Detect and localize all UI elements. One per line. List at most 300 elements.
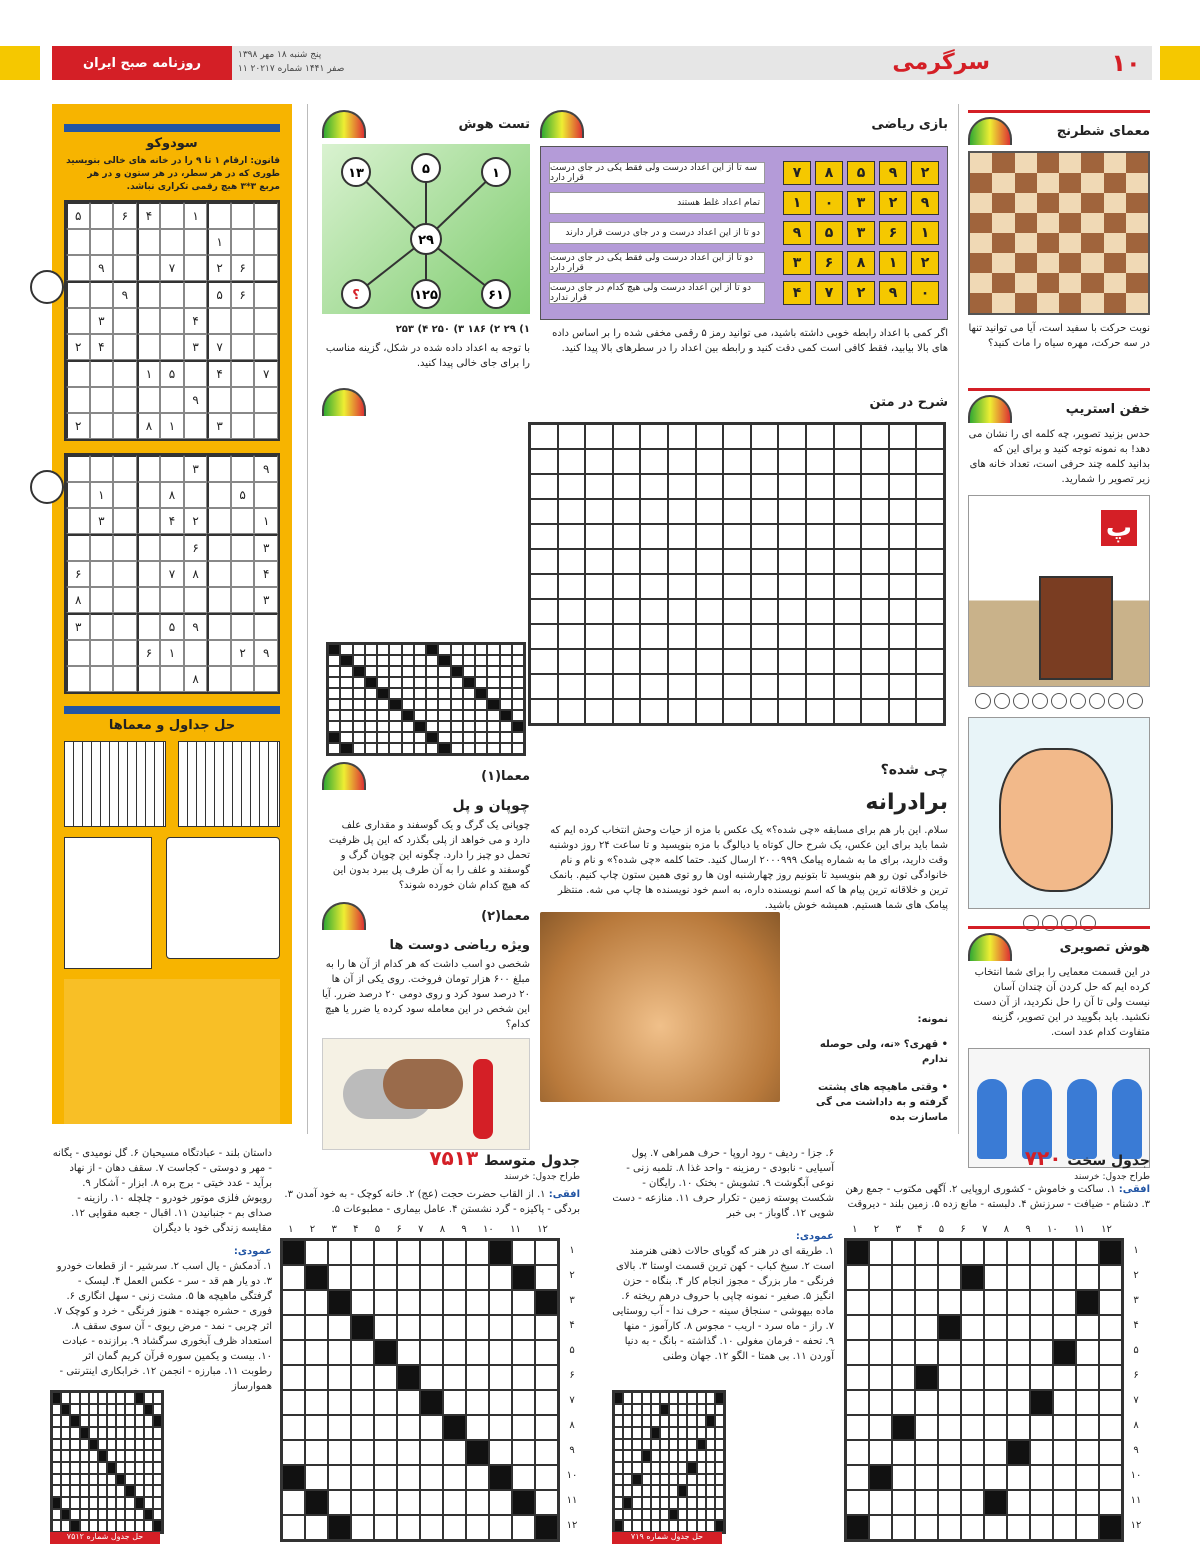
sudoku-cell[interactable] bbox=[160, 666, 184, 692]
crossword-cell[interactable] bbox=[530, 474, 558, 499]
crossword-cell[interactable] bbox=[869, 1265, 892, 1290]
crossword-cell[interactable] bbox=[869, 1390, 892, 1415]
sudoku-cell[interactable]: ۷ bbox=[160, 255, 184, 281]
crossword-cell[interactable] bbox=[466, 1290, 489, 1315]
crossword-cell[interactable] bbox=[443, 1265, 466, 1290]
sudoku-cell[interactable] bbox=[113, 482, 137, 508]
crossword-cell[interactable] bbox=[696, 624, 724, 649]
crossword-cell[interactable] bbox=[938, 1440, 961, 1465]
crossword-cell[interactable] bbox=[778, 474, 806, 499]
crossword-cell[interactable] bbox=[1030, 1290, 1053, 1315]
sudoku-cell[interactable] bbox=[137, 587, 161, 613]
crossword-cell[interactable] bbox=[1099, 1240, 1122, 1265]
sudoku-cell[interactable] bbox=[184, 229, 208, 255]
crossword-cell[interactable] bbox=[328, 1315, 351, 1340]
crossword-cell[interactable] bbox=[640, 499, 668, 524]
sudoku-grid-1[interactable] bbox=[64, 200, 280, 441]
crossword-cell[interactable] bbox=[420, 1490, 443, 1515]
crossword-cell[interactable] bbox=[374, 1440, 397, 1465]
sudoku-cell[interactable]: ۳ bbox=[90, 308, 114, 334]
crossword-cell[interactable] bbox=[1030, 1465, 1053, 1490]
sudoku-cell[interactable]: ۳ bbox=[184, 334, 208, 360]
crossword-cell[interactable] bbox=[861, 424, 889, 449]
crossword-cell[interactable] bbox=[374, 1390, 397, 1415]
crossword-cell[interactable] bbox=[1099, 1365, 1122, 1390]
crossword-cell[interactable] bbox=[351, 1490, 374, 1515]
crossword-cell[interactable] bbox=[846, 1265, 869, 1290]
crossword-cell[interactable] bbox=[640, 574, 668, 599]
crossword-cell[interactable] bbox=[806, 549, 834, 574]
sudoku-cell[interactable]: ۱ bbox=[184, 202, 208, 229]
crossword-cell[interactable] bbox=[961, 1290, 984, 1315]
sudoku-cell[interactable] bbox=[184, 587, 208, 613]
crossword-cell[interactable] bbox=[938, 1340, 961, 1365]
crossword-cell[interactable] bbox=[420, 1240, 443, 1265]
crossword-cell[interactable] bbox=[869, 1490, 892, 1515]
sudoku-cell[interactable] bbox=[137, 455, 161, 482]
sudoku-cell[interactable] bbox=[66, 281, 90, 308]
crossword-cell[interactable] bbox=[535, 1290, 558, 1315]
crossword-cell[interactable] bbox=[466, 1240, 489, 1265]
crossword-cell[interactable] bbox=[1099, 1490, 1122, 1515]
crossword-cell[interactable] bbox=[1007, 1365, 1030, 1390]
crossword-cell[interactable] bbox=[961, 1315, 984, 1340]
crossword-cell[interactable] bbox=[916, 699, 944, 724]
sudoku-cell[interactable] bbox=[137, 561, 161, 587]
crossword-cell[interactable] bbox=[420, 1365, 443, 1390]
sudoku-cell[interactable] bbox=[254, 613, 278, 640]
crossword-cell[interactable] bbox=[696, 599, 724, 624]
crossword-cell[interactable] bbox=[282, 1390, 305, 1415]
sudoku-cell[interactable] bbox=[231, 360, 255, 387]
crossword-cell[interactable] bbox=[751, 599, 779, 624]
crossword-cell[interactable] bbox=[723, 424, 751, 449]
crossword-cell[interactable] bbox=[585, 624, 613, 649]
sudoku-cell[interactable]: ۲ bbox=[231, 640, 255, 666]
crossword-cell[interactable] bbox=[351, 1465, 374, 1490]
sudoku-cell[interactable] bbox=[254, 229, 278, 255]
sudoku-cell[interactable]: ۷ bbox=[207, 334, 231, 360]
sudoku-cell[interactable] bbox=[254, 281, 278, 308]
crossword-cell[interactable] bbox=[961, 1265, 984, 1290]
crossword-cell[interactable] bbox=[351, 1415, 374, 1440]
crossword-cell[interactable] bbox=[305, 1490, 328, 1515]
sudoku-cell[interactable] bbox=[90, 613, 114, 640]
sudoku-cell[interactable] bbox=[113, 666, 137, 692]
crossword-cell[interactable] bbox=[806, 699, 834, 724]
crossword-cell[interactable] bbox=[613, 449, 641, 474]
sudoku-cell[interactable] bbox=[207, 561, 231, 587]
sudoku-cell[interactable]: ۱ bbox=[160, 413, 184, 439]
crossword-cell[interactable] bbox=[443, 1515, 466, 1540]
sudoku-cell[interactable] bbox=[231, 455, 255, 482]
crossword-cell[interactable] bbox=[1099, 1390, 1122, 1415]
hard-crossword-grid[interactable] bbox=[844, 1238, 1124, 1542]
crossword-cell[interactable] bbox=[696, 424, 724, 449]
crossword-cell[interactable] bbox=[420, 1415, 443, 1440]
crossword-cell[interactable] bbox=[328, 1415, 351, 1440]
crossword-cell[interactable] bbox=[328, 1265, 351, 1290]
crossword-cell[interactable] bbox=[938, 1265, 961, 1290]
crossword-cell[interactable] bbox=[640, 449, 668, 474]
crossword-cell[interactable] bbox=[1007, 1240, 1030, 1265]
sudoku-cell[interactable] bbox=[254, 666, 278, 692]
crossword-cell[interactable] bbox=[984, 1415, 1007, 1440]
sudoku-cell[interactable] bbox=[231, 413, 255, 439]
crossword-cell[interactable] bbox=[489, 1415, 512, 1440]
crossword-cell[interactable] bbox=[558, 624, 586, 649]
crossword-cell[interactable] bbox=[1053, 1315, 1076, 1340]
crossword-cell[interactable] bbox=[915, 1390, 938, 1415]
sudoku-cell[interactable] bbox=[113, 334, 137, 360]
crossword-cell[interactable] bbox=[916, 624, 944, 649]
crossword-cell[interactable] bbox=[585, 499, 613, 524]
crossword-cell[interactable] bbox=[869, 1340, 892, 1365]
crossword-cell[interactable] bbox=[466, 1415, 489, 1440]
crossword-cell[interactable] bbox=[530, 574, 558, 599]
crossword-cell[interactable] bbox=[723, 499, 751, 524]
crossword-cell[interactable] bbox=[889, 549, 917, 574]
crossword-cell[interactable] bbox=[916, 574, 944, 599]
sudoku-cell[interactable] bbox=[66, 308, 90, 334]
sudoku-cell[interactable] bbox=[66, 387, 90, 413]
crossword-cell[interactable] bbox=[861, 699, 889, 724]
sudoku-cell[interactable] bbox=[90, 455, 114, 482]
sudoku-cell[interactable] bbox=[137, 482, 161, 508]
sudoku-cell[interactable]: ۴ bbox=[184, 308, 208, 334]
sudoku-cell[interactable] bbox=[113, 229, 137, 255]
crossword-cell[interactable] bbox=[984, 1290, 1007, 1315]
sudoku-cell[interactable] bbox=[184, 640, 208, 666]
sudoku-cell[interactable] bbox=[160, 334, 184, 360]
sudoku-cell[interactable] bbox=[137, 308, 161, 334]
crossword-cell[interactable] bbox=[328, 1240, 351, 1265]
sudoku-cell[interactable] bbox=[90, 413, 114, 439]
crossword-cell[interactable] bbox=[1053, 1265, 1076, 1290]
crossword-cell[interactable] bbox=[282, 1240, 305, 1265]
crossword-cell[interactable] bbox=[778, 624, 806, 649]
sudoku-cell[interactable] bbox=[231, 508, 255, 534]
crossword-cell[interactable] bbox=[397, 1265, 420, 1290]
mid-crossword-grid[interactable] bbox=[280, 1238, 560, 1542]
sudoku-cell[interactable] bbox=[66, 508, 90, 534]
crossword-cell[interactable] bbox=[282, 1490, 305, 1515]
sudoku-cell[interactable] bbox=[160, 534, 184, 561]
crossword-cell[interactable] bbox=[984, 1440, 1007, 1465]
crossword-cell[interactable] bbox=[420, 1390, 443, 1415]
sudoku-cell[interactable] bbox=[66, 534, 90, 561]
crossword-cell[interactable] bbox=[668, 549, 696, 574]
sudoku-cell[interactable] bbox=[137, 508, 161, 534]
crossword-cell[interactable] bbox=[984, 1340, 1007, 1365]
sudoku-cell[interactable]: ۹ bbox=[254, 640, 278, 666]
crossword-cell[interactable] bbox=[397, 1515, 420, 1540]
crossword-cell[interactable] bbox=[558, 524, 586, 549]
crossword-cell[interactable] bbox=[778, 574, 806, 599]
sudoku-cell[interactable] bbox=[254, 334, 278, 360]
crossword-cell[interactable] bbox=[723, 624, 751, 649]
crossword-cell[interactable] bbox=[861, 474, 889, 499]
crossword-cell[interactable] bbox=[558, 449, 586, 474]
crossword-cell[interactable] bbox=[613, 699, 641, 724]
crossword-cell[interactable] bbox=[846, 1390, 869, 1415]
crossword-cell[interactable] bbox=[1007, 1290, 1030, 1315]
crossword-cell[interactable] bbox=[984, 1315, 1007, 1340]
crossword-cell[interactable] bbox=[512, 1315, 535, 1340]
crossword-cell[interactable] bbox=[640, 549, 668, 574]
sudoku-cell[interactable] bbox=[231, 229, 255, 255]
sudoku-cell[interactable] bbox=[113, 640, 137, 666]
sudoku-cell[interactable] bbox=[66, 666, 90, 692]
crossword-cell[interactable] bbox=[374, 1315, 397, 1340]
sudoku-cell[interactable]: ۵ bbox=[66, 202, 90, 229]
crossword-cell[interactable] bbox=[751, 649, 779, 674]
crossword-cell[interactable] bbox=[723, 449, 751, 474]
crossword-cell[interactable] bbox=[984, 1265, 1007, 1290]
crossword-cell[interactable] bbox=[613, 474, 641, 499]
crossword-cell[interactable] bbox=[530, 524, 558, 549]
crossword-cell[interactable] bbox=[892, 1265, 915, 1290]
sudoku-cell[interactable] bbox=[113, 413, 137, 439]
crossword-cell[interactable] bbox=[984, 1390, 1007, 1415]
crossword-cell[interactable] bbox=[328, 1490, 351, 1515]
sudoku-cell[interactable] bbox=[66, 455, 90, 482]
crossword-cell[interactable] bbox=[530, 499, 558, 524]
crossword-cell[interactable] bbox=[1007, 1390, 1030, 1415]
sudoku-cell[interactable] bbox=[160, 387, 184, 413]
crossword-cell[interactable] bbox=[489, 1490, 512, 1515]
crossword-cell[interactable] bbox=[834, 424, 862, 449]
crossword-cell[interactable] bbox=[530, 649, 558, 674]
sudoku-cell[interactable] bbox=[90, 281, 114, 308]
crossword-cell[interactable] bbox=[535, 1415, 558, 1440]
crossword-cell[interactable] bbox=[585, 474, 613, 499]
sudoku-cell[interactable] bbox=[66, 255, 90, 281]
crossword-cell[interactable] bbox=[558, 549, 586, 574]
crossword-cell[interactable] bbox=[869, 1240, 892, 1265]
crossword-cell[interactable] bbox=[466, 1490, 489, 1515]
sudoku-cell[interactable] bbox=[184, 281, 208, 308]
crossword-cell[interactable] bbox=[915, 1290, 938, 1315]
sudoku-cell[interactable] bbox=[160, 281, 184, 308]
crossword-cell[interactable] bbox=[512, 1290, 535, 1315]
crossword-cell[interactable] bbox=[613, 574, 641, 599]
crossword-cell[interactable] bbox=[558, 574, 586, 599]
sudoku-cell[interactable] bbox=[113, 308, 137, 334]
crossword-cell[interactable] bbox=[1053, 1290, 1076, 1315]
crossword-cell[interactable] bbox=[512, 1440, 535, 1465]
crossword-cell[interactable] bbox=[938, 1365, 961, 1390]
crossword-cell[interactable] bbox=[846, 1465, 869, 1490]
sudoku-cell[interactable]: ۷ bbox=[160, 561, 184, 587]
sudoku-cell[interactable] bbox=[207, 387, 231, 413]
crossword-cell[interactable] bbox=[420, 1440, 443, 1465]
crossword-cell[interactable] bbox=[640, 424, 668, 449]
crossword-cell[interactable] bbox=[443, 1290, 466, 1315]
sudoku-cell[interactable]: ۳ bbox=[184, 455, 208, 482]
crossword-cell[interactable] bbox=[1099, 1465, 1122, 1490]
crossword-cell[interactable] bbox=[397, 1390, 420, 1415]
crossword-cell[interactable] bbox=[915, 1465, 938, 1490]
sudoku-cell[interactable]: ۱ bbox=[90, 482, 114, 508]
sudoku-cell[interactable] bbox=[66, 360, 90, 387]
sudoku-cell[interactable] bbox=[231, 613, 255, 640]
crossword-cell[interactable] bbox=[668, 574, 696, 599]
crossword-cell[interactable] bbox=[778, 524, 806, 549]
crossword-cell[interactable] bbox=[1099, 1315, 1122, 1340]
crossword-cell[interactable] bbox=[397, 1340, 420, 1365]
crossword-cell[interactable] bbox=[535, 1390, 558, 1415]
crossword-cell[interactable] bbox=[489, 1465, 512, 1490]
crossword-cell[interactable] bbox=[1007, 1315, 1030, 1340]
crossword-cell[interactable] bbox=[443, 1465, 466, 1490]
crossword-cell[interactable] bbox=[585, 549, 613, 574]
crossword-cell[interactable] bbox=[512, 1340, 535, 1365]
crossword-cell[interactable] bbox=[961, 1390, 984, 1415]
crossword-cell[interactable] bbox=[668, 499, 696, 524]
crossword-cell[interactable] bbox=[806, 499, 834, 524]
sudoku-cell[interactable] bbox=[90, 387, 114, 413]
sudoku-cell[interactable]: ۶ bbox=[184, 534, 208, 561]
crossword-cell[interactable] bbox=[889, 674, 917, 699]
crossword-cell[interactable] bbox=[640, 674, 668, 699]
sudoku-cell[interactable] bbox=[207, 202, 231, 229]
crossword-cell[interactable] bbox=[806, 674, 834, 699]
crossword-cell[interactable] bbox=[282, 1465, 305, 1490]
crossword-cell[interactable] bbox=[861, 499, 889, 524]
crossword-cell[interactable] bbox=[915, 1315, 938, 1340]
crossword-cell[interactable] bbox=[640, 524, 668, 549]
crossword-cell[interactable] bbox=[834, 524, 862, 549]
crossword-cell[interactable] bbox=[751, 699, 779, 724]
crossword-cell[interactable] bbox=[351, 1265, 374, 1290]
crossword-cell[interactable] bbox=[558, 424, 586, 449]
crossword-cell[interactable] bbox=[351, 1315, 374, 1340]
sudoku-cell[interactable] bbox=[231, 561, 255, 587]
crossword-cell[interactable] bbox=[640, 624, 668, 649]
crossword-cell[interactable] bbox=[696, 524, 724, 549]
crossword-cell[interactable] bbox=[282, 1440, 305, 1465]
crossword-cell[interactable] bbox=[723, 649, 751, 674]
crossword-cell[interactable] bbox=[915, 1365, 938, 1390]
crossword-cell[interactable] bbox=[613, 624, 641, 649]
crossword-cell[interactable] bbox=[915, 1340, 938, 1365]
sudoku-cell[interactable]: ۴ bbox=[207, 360, 231, 387]
crossword-cell[interactable] bbox=[889, 599, 917, 624]
sudoku-cell[interactable]: ۶ bbox=[113, 202, 137, 229]
crossword-cell[interactable] bbox=[916, 474, 944, 499]
sudoku-cell[interactable]: ۱ bbox=[254, 508, 278, 534]
crossword-cell[interactable] bbox=[397, 1240, 420, 1265]
crossword-cell[interactable] bbox=[613, 674, 641, 699]
crossword-cell[interactable] bbox=[640, 599, 668, 624]
crossword-cell[interactable] bbox=[558, 699, 586, 724]
crossword-cell[interactable] bbox=[374, 1515, 397, 1540]
crossword-cell[interactable] bbox=[984, 1365, 1007, 1390]
crossword-cell[interactable] bbox=[1007, 1415, 1030, 1440]
crossword-cell[interactable] bbox=[751, 624, 779, 649]
crossword-cell[interactable] bbox=[869, 1365, 892, 1390]
crossword-cell[interactable] bbox=[938, 1240, 961, 1265]
crossword-cell[interactable] bbox=[351, 1515, 374, 1540]
crossword-cell[interactable] bbox=[613, 649, 641, 674]
crossword-cell[interactable] bbox=[668, 699, 696, 724]
sudoku-cell[interactable]: ۶ bbox=[66, 561, 90, 587]
crossword-cell[interactable] bbox=[489, 1315, 512, 1340]
sudoku-cell[interactable]: ۸ bbox=[66, 587, 90, 613]
crossword-cell[interactable] bbox=[489, 1265, 512, 1290]
crossword-cell[interactable] bbox=[305, 1315, 328, 1340]
sudoku-cell[interactable]: ۴ bbox=[137, 202, 161, 229]
crossword-cell[interactable] bbox=[530, 699, 558, 724]
crossword-cell[interactable] bbox=[535, 1440, 558, 1465]
crossword-cell[interactable] bbox=[374, 1365, 397, 1390]
crossword-cell[interactable] bbox=[535, 1365, 558, 1390]
crossword-cell[interactable] bbox=[351, 1440, 374, 1465]
crossword-cell[interactable] bbox=[535, 1340, 558, 1365]
sudoku-cell[interactable]: ۵ bbox=[231, 482, 255, 508]
crossword-cell[interactable] bbox=[915, 1440, 938, 1465]
crossword-cell[interactable] bbox=[1099, 1290, 1122, 1315]
crossword-cell[interactable] bbox=[585, 424, 613, 449]
crossword-cell[interactable] bbox=[751, 424, 779, 449]
sudoku-cell[interactable]: ۶ bbox=[231, 281, 255, 308]
crossword-cell[interactable] bbox=[558, 499, 586, 524]
crossword-cell[interactable] bbox=[443, 1490, 466, 1515]
crossword-cell[interactable] bbox=[640, 649, 668, 674]
crossword-cell[interactable] bbox=[984, 1515, 1007, 1540]
sudoku-cell[interactable] bbox=[207, 508, 231, 534]
crossword-cell[interactable] bbox=[640, 699, 668, 724]
crossword-cell[interactable] bbox=[869, 1315, 892, 1340]
crossword-cell[interactable] bbox=[778, 674, 806, 699]
crossword-cell[interactable] bbox=[1053, 1440, 1076, 1465]
crossword-cell[interactable] bbox=[938, 1415, 961, 1440]
crossword-cell[interactable] bbox=[512, 1465, 535, 1490]
crossword-cell[interactable] bbox=[397, 1415, 420, 1440]
sudoku-cell[interactable]: ۹ bbox=[184, 613, 208, 640]
crossword-cell[interactable] bbox=[1076, 1315, 1099, 1340]
sudoku-cell[interactable] bbox=[231, 334, 255, 360]
crossword-cell[interactable] bbox=[696, 699, 724, 724]
crossword-cell[interactable] bbox=[778, 499, 806, 524]
crossword-cell[interactable] bbox=[846, 1240, 869, 1265]
crossword-cell[interactable] bbox=[861, 449, 889, 474]
crossword-cell[interactable] bbox=[892, 1390, 915, 1415]
crossword-cell[interactable] bbox=[466, 1365, 489, 1390]
crossword-cell[interactable] bbox=[861, 524, 889, 549]
crossword-cell[interactable] bbox=[915, 1490, 938, 1515]
crossword-cell[interactable] bbox=[1007, 1340, 1030, 1365]
crossword-cell[interactable] bbox=[834, 474, 862, 499]
crossword-cell[interactable] bbox=[613, 549, 641, 574]
crossword-cell[interactable] bbox=[961, 1465, 984, 1490]
crossword-cell[interactable] bbox=[892, 1490, 915, 1515]
crossword-cell[interactable] bbox=[328, 1515, 351, 1540]
crossword-cell[interactable] bbox=[806, 649, 834, 674]
crossword-cell[interactable] bbox=[668, 599, 696, 624]
crossword-cell[interactable] bbox=[889, 649, 917, 674]
crossword-cell[interactable] bbox=[305, 1415, 328, 1440]
crossword-cell[interactable] bbox=[723, 549, 751, 574]
crossword-cell[interactable] bbox=[806, 524, 834, 549]
crossword-cell[interactable] bbox=[889, 449, 917, 474]
crossword-cell[interactable] bbox=[1030, 1240, 1053, 1265]
crossword-cell[interactable] bbox=[961, 1365, 984, 1390]
crossword-cell[interactable] bbox=[834, 599, 862, 624]
sudoku-cell[interactable] bbox=[207, 640, 231, 666]
sudoku-cell[interactable] bbox=[113, 508, 137, 534]
